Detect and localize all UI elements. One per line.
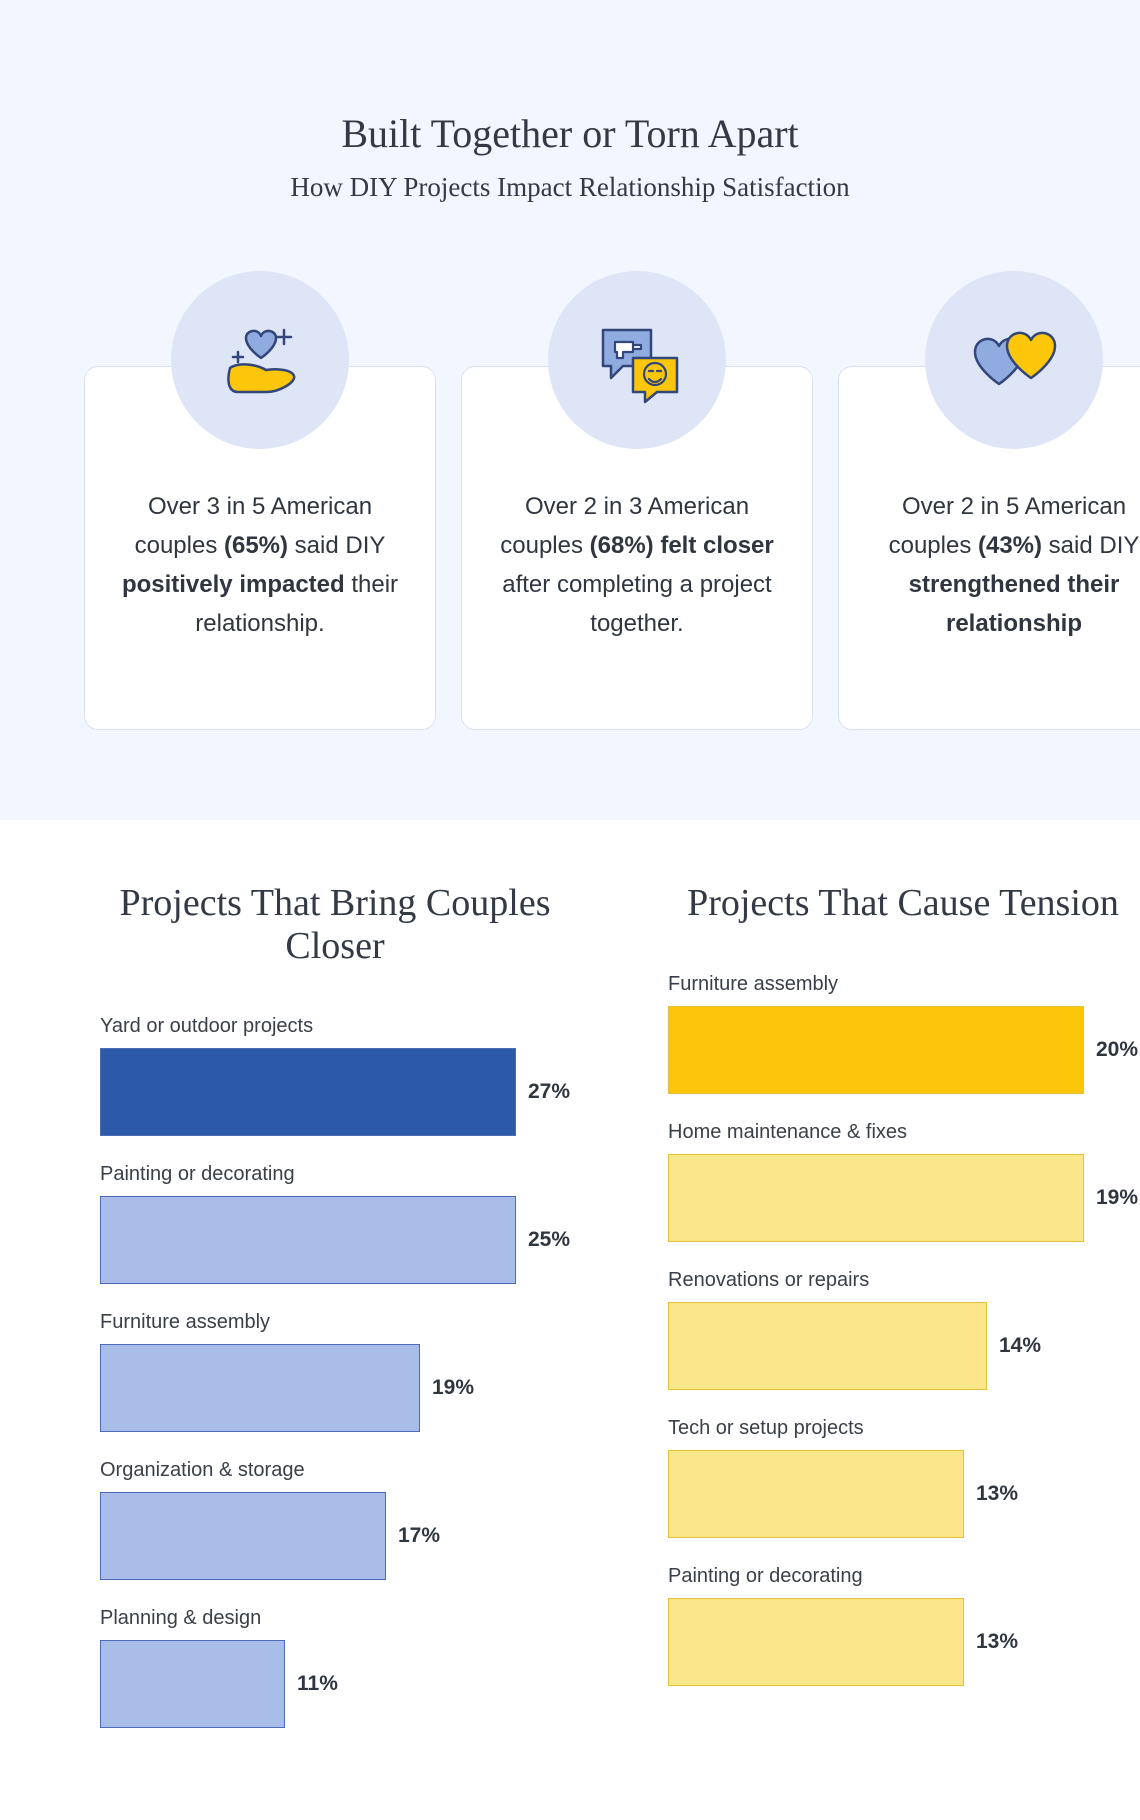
bar-category-label: Home maintenance & fixes <box>668 1120 908 1143</box>
bar-category-label: Planning & design <box>100 1607 262 1630</box>
bar-value-label: 25% <box>527 1228 570 1252</box>
bar-category-label: Yard or outdoor projects <box>100 1015 314 1038</box>
bar <box>668 1598 964 1686</box>
bar-group <box>100 1607 570 1728</box>
bar <box>668 1450 964 1538</box>
card-text-run-bold: (43%) <box>977 532 1043 559</box>
card-text-run-bold: (65%) <box>223 532 289 559</box>
bar-value-label: 27% <box>527 1080 570 1104</box>
bar-group <box>100 1459 570 1580</box>
card-text-run-bold: strengthened their relationship <box>908 571 1120 637</box>
charts-section <box>0 820 1140 1820</box>
hand-holding-heart-icon <box>171 271 349 449</box>
bar-group <box>668 973 1138 1094</box>
card-text-run-bold: positively impacted <box>121 571 345 598</box>
bar-value-label: 13% <box>976 1629 1019 1653</box>
bar-list <box>668 973 1138 1686</box>
stat-card-text <box>492 487 782 643</box>
bar <box>100 1640 285 1728</box>
bar-row <box>668 1450 1138 1538</box>
chart-tension <box>668 882 1138 1713</box>
stat-card-list <box>84 366 1140 730</box>
bar-value-label: 19% <box>1095 1185 1138 1209</box>
bar <box>668 1302 987 1390</box>
bar-group <box>668 1417 1138 1538</box>
card-text-run: Over 2 in 3 American couples <box>500 493 750 559</box>
bar <box>100 1048 516 1136</box>
chart-closer <box>100 882 570 1755</box>
bar-value-label: 17% <box>398 1524 441 1548</box>
bar-group <box>668 1565 1138 1686</box>
bar-group <box>100 1163 570 1284</box>
chart-title: Projects That Bring Couples Closer <box>119 882 551 967</box>
bar-row <box>668 1598 1138 1686</box>
bar-group <box>668 1269 1138 1390</box>
bar-category-label: Organization & storage <box>100 1459 305 1482</box>
stat-card <box>84 366 436 730</box>
stat-card-text <box>869 487 1140 643</box>
card-text-run: said DIY <box>1042 532 1140 559</box>
bar <box>668 1006 1084 1094</box>
card-text-run: their relationship. <box>195 571 399 637</box>
chart-title: Projects That Cause Tension <box>687 882 1119 924</box>
bar-value-label: 11% <box>297 1672 338 1696</box>
card-text-run: said DIY <box>288 532 386 559</box>
stat-card <box>838 366 1140 730</box>
bar-category-label: Furniture assembly <box>668 972 839 995</box>
chat-bubbles-drill-smile-icon <box>548 271 726 449</box>
bar-row <box>100 1344 570 1432</box>
bar-category-label: Renovations or repairs <box>668 1268 870 1291</box>
bar-value-label: 13% <box>976 1481 1019 1505</box>
bar-value-label: 14% <box>999 1333 1042 1357</box>
bar <box>100 1492 386 1580</box>
stat-card <box>461 366 813 730</box>
bar-group <box>100 1311 570 1432</box>
page-title: Built Together or Torn Apart <box>341 111 799 156</box>
bar-category-label: Furniture assembly <box>100 1311 271 1334</box>
bar-row <box>668 1302 1138 1390</box>
bar-row <box>668 1154 1138 1242</box>
bar-value-label: 19% <box>432 1376 475 1400</box>
card-text-run: Over 3 in 5 American couples <box>134 493 373 559</box>
bar-row <box>100 1048 570 1136</box>
page-subtitle: How DIY Projects Impact Relationship Satisfaction <box>290 172 850 202</box>
bar <box>100 1344 420 1432</box>
bar-row <box>668 1006 1138 1094</box>
bar <box>668 1154 1084 1242</box>
stat-card-text <box>115 487 405 643</box>
bar-group <box>100 1015 570 1136</box>
hero-section <box>0 0 1140 820</box>
bar-row <box>100 1640 570 1728</box>
bar-category-label: Painting or decorating <box>668 1564 863 1587</box>
bar-value-label: 20% <box>1095 1037 1138 1061</box>
bar-category-label: Tech or setup projects <box>668 1416 864 1439</box>
card-text-run-bold: (68%) felt closer <box>589 532 774 559</box>
bar <box>100 1196 516 1284</box>
bar-group <box>668 1121 1138 1242</box>
bar-list <box>100 1015 570 1728</box>
bar-category-label: Painting or decorating <box>100 1163 295 1186</box>
bar-row <box>100 1196 570 1284</box>
two-hearts-icon <box>925 271 1103 449</box>
card-text-run: Over 2 in 5 American couples <box>888 493 1127 559</box>
bar-row <box>100 1492 570 1580</box>
card-text-run: after completing a project together. <box>502 571 772 637</box>
